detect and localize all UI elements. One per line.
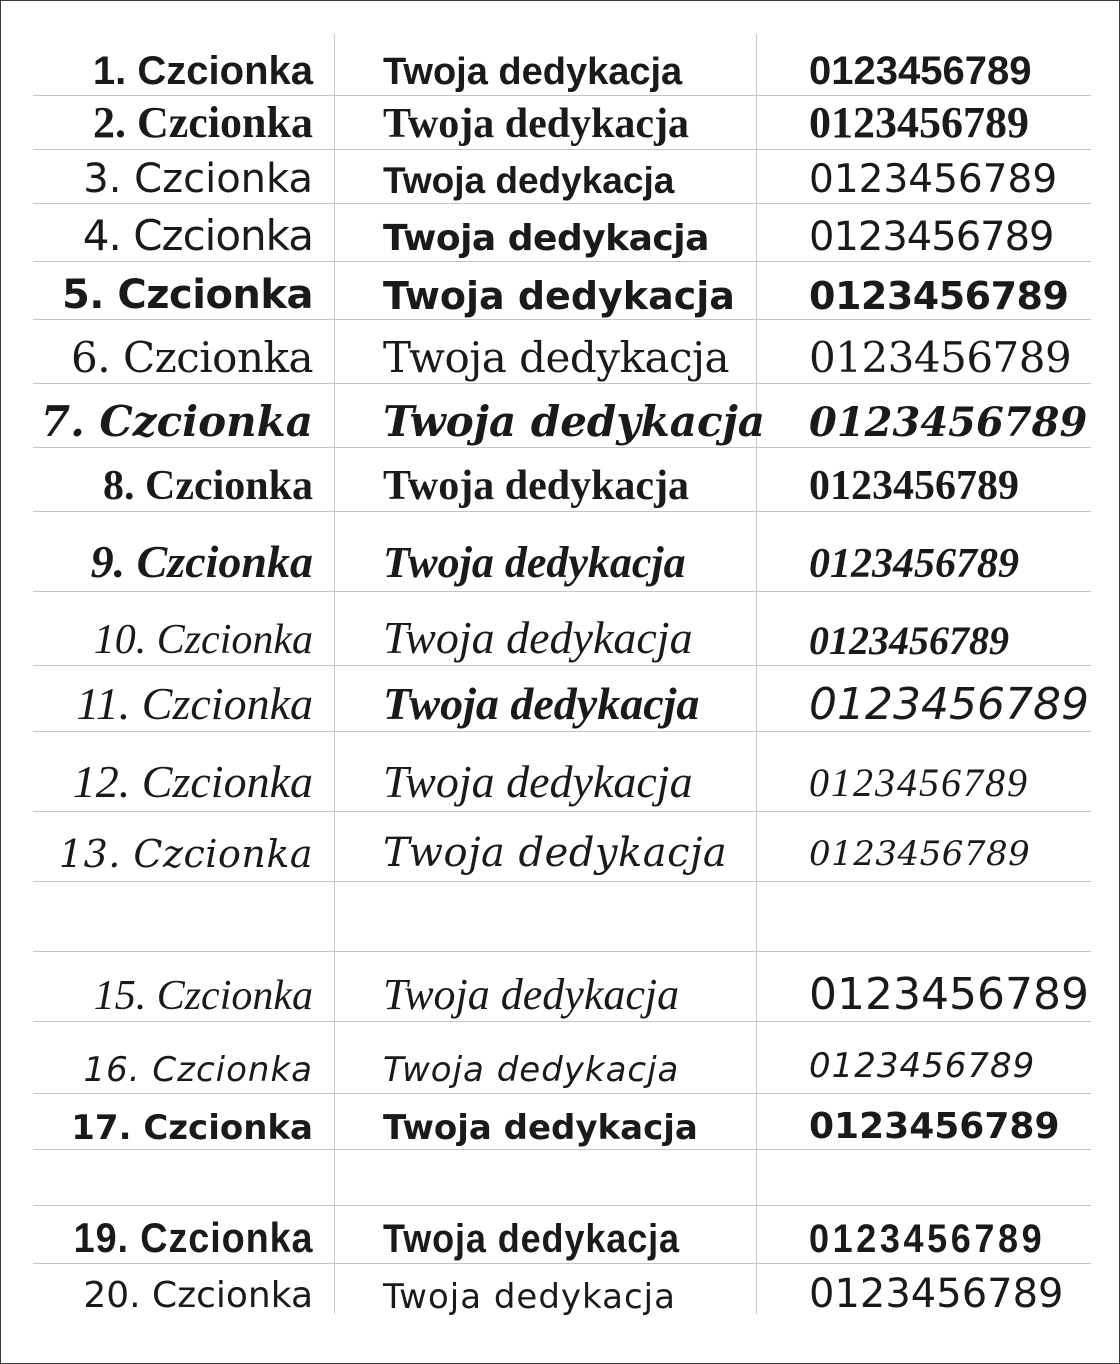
font-sample-digits: 0123456789 xyxy=(809,214,1054,260)
font-sample-text: Twoja dedykacja xyxy=(383,160,675,201)
table-row xyxy=(33,204,1091,262)
table-row xyxy=(33,96,1091,150)
font-sample-digits: 0123456789 xyxy=(809,1217,1046,1261)
table-row xyxy=(33,262,1091,320)
font-sample-text: Twoja dedykacja xyxy=(383,970,680,1019)
font-sample-digits: 0123456789 xyxy=(809,969,1089,1020)
table-row-empty xyxy=(33,1150,1091,1206)
font-sample-digits: 0123456789 xyxy=(809,1271,1064,1317)
font-name: 6. Czcionka xyxy=(71,333,313,382)
font-sample-text: Twoja dedykacja xyxy=(383,463,690,509)
table-row-empty xyxy=(33,882,1091,952)
font-sample-text: Twoja dedykacja xyxy=(383,274,735,318)
font-sample-text: Twoja dedykacja xyxy=(383,678,700,729)
table-row xyxy=(33,512,1091,592)
font-name: 1. Czcionka xyxy=(92,49,313,93)
font-name: 2. Czcionka xyxy=(93,98,313,147)
table-row xyxy=(33,732,1091,812)
table-row xyxy=(33,812,1091,882)
font-sample-text: Twoja dedykacja xyxy=(383,1108,698,1148)
font-sample-text: Twoja dedykacja xyxy=(383,538,686,587)
font-sample-digits: 0123456789 xyxy=(809,463,1019,509)
font-name: 20. Czcionka xyxy=(83,1275,313,1316)
table-row xyxy=(33,1094,1091,1150)
font-name: 19. Czcionka xyxy=(73,1214,313,1261)
font-name: 17. Czcionka xyxy=(71,1108,313,1148)
table-row xyxy=(33,34,1091,96)
font-sample-text: Twoja dedykacja xyxy=(383,1217,680,1261)
font-name: 7. Czcionka xyxy=(40,397,313,446)
font-sample-text: Twoja dedykacja xyxy=(383,830,728,876)
table-row xyxy=(33,592,1091,666)
font-name: 5. Czcionka xyxy=(61,272,313,318)
font-name: 11. Czcionka xyxy=(76,678,313,729)
font-sample-digits: 0123456789 xyxy=(809,760,1029,805)
font-sample-text: Twoja dedykacja xyxy=(383,333,730,382)
font-sample-digits: 0123456789 xyxy=(809,834,1031,874)
table-row xyxy=(33,320,1091,384)
font-sample-digits: 0123456789 xyxy=(809,49,1032,93)
font-sample-digits: 0123456789 xyxy=(809,399,1088,446)
font-sample-text: Twoja dedykacja xyxy=(383,101,690,147)
font-name: 16. Czcionka xyxy=(83,1050,313,1090)
font-sample-digits: 0123456789 xyxy=(809,618,1009,663)
font-name: 13. Czcionka xyxy=(58,832,313,876)
table-row xyxy=(33,384,1091,448)
font-sample-digits: 0123456789 xyxy=(809,541,1019,587)
font-sample-text: Twoja dedykacja xyxy=(383,397,765,446)
font-sample-text: Twoja dedykacja xyxy=(383,51,683,93)
font-sample-digits: 0123456789 xyxy=(809,1106,1060,1147)
font-sample-digits: 0123456789 xyxy=(809,157,1058,202)
font-name: 15. Czcionka xyxy=(93,973,313,1019)
font-name: 8. Czcionka xyxy=(103,463,313,509)
font-sample-digits: 0123456789 xyxy=(809,1046,1036,1086)
table-row xyxy=(33,666,1091,732)
font-sample-text: Twoja dedykacja xyxy=(383,1277,676,1317)
table-row xyxy=(33,952,1091,1022)
font-sample-digits: 0123456789 xyxy=(809,274,1069,318)
font-name: 12. Czcionka xyxy=(72,756,313,807)
table-row xyxy=(33,1264,1091,1318)
font-sample-text: Twoja dedykacja xyxy=(383,218,709,259)
font-sample-digits: 0123456789 xyxy=(809,679,1089,730)
font-sample-text: Twoja dedykacja xyxy=(383,1050,680,1090)
font-name: 9. Czcionka xyxy=(90,536,313,587)
table-row xyxy=(33,1022,1091,1094)
font-sample-text: Twoja dedykacja xyxy=(383,612,693,663)
table-row xyxy=(33,150,1091,204)
font-sample-text: Twoja dedykacja xyxy=(383,756,693,807)
font-name: 4. Czcionka xyxy=(82,211,313,260)
table-row xyxy=(33,448,1091,512)
font-sample-digits: 0123456789 xyxy=(809,98,1029,147)
font-name: 10. Czcionka xyxy=(93,617,313,663)
font-name: 3. Czcionka xyxy=(83,156,313,202)
font-sample-digits: 0123456789 xyxy=(809,333,1072,382)
table-row xyxy=(33,1206,1091,1264)
